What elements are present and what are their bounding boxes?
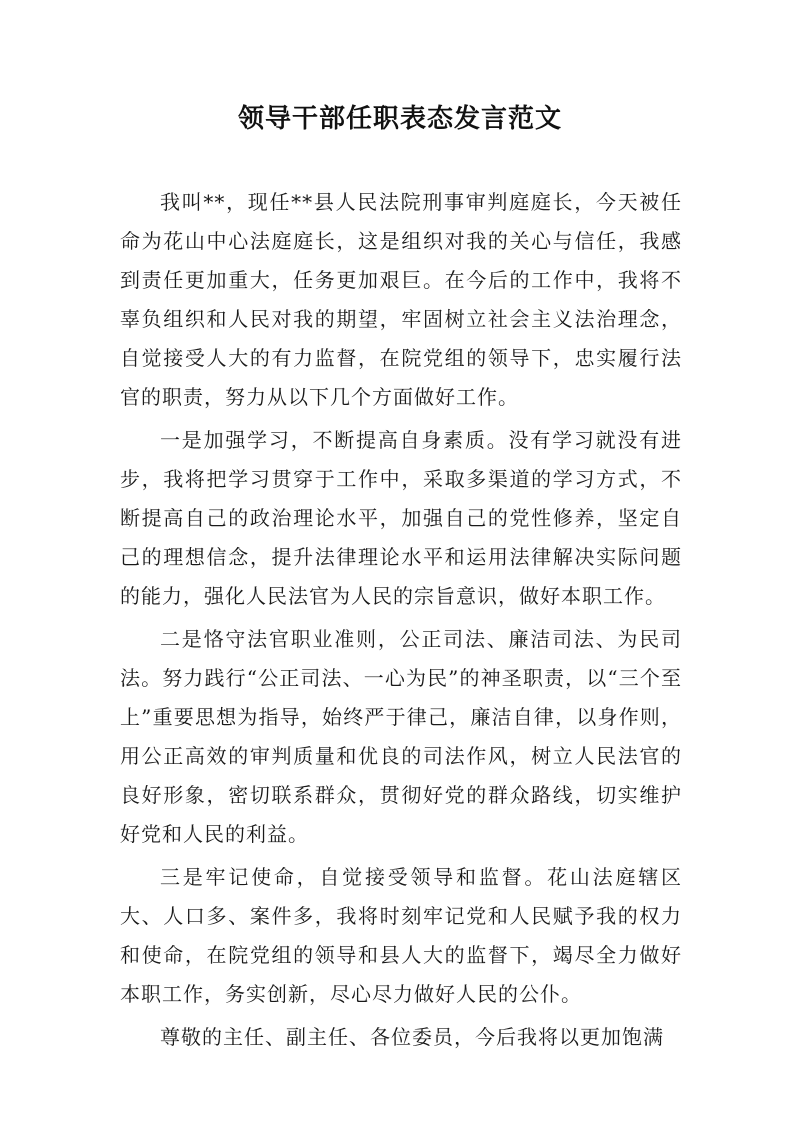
document-title: 领导干部任职表态发言范文 [237, 104, 562, 134]
paragraph-intro: 我叫**，现任**县人民法院刑事审判庭庭长，今天被任命为花山中心法庭庭长，这是组织对我的关心与信任，我感到责任更加重大，任务更加艰巨。在今后的工作中，我将不辜负组织和人民对我的期望，牢固树立社会主义法治理念，自觉接受人大的有力监督，在院党组的领导下，忠实履行法官的职责，努力从以下几个方面做好工作。 [120, 190, 682, 409]
paragraph-point-one: 一是加强学习，不断提高自身素质。没有学习就没有进步，我将把学习贯穿于工作中，采取多渠道的学习方式，不断提高自己的政治理论水平，加强自己的党性修养，坚定自己的理想信念，提升法律理论水平和运用法律解决实际问题的能力，强化人民法官为人民的宗旨意识，做好本职工作。 [120, 428, 682, 608]
paragraph-point-two: 二是恪守法官职业准则，公正司法、廉洁司法、为民司法。努力践行“公正司法、一心为民”的神圣职责，以“三个至上”重要思想为指导，始终严于律己，廉洁自律，以身作则，用公正高效的审判质量和优良的司法作风，树立人民法官的良好形象，密切联系群众，贯彻好党的群众路线，切实维护好党和人民的利益。 [120, 627, 682, 846]
paragraph-closing: 尊敬的主任、副主任、各位委员，今后我将以更加饱满 [160, 1025, 664, 1049]
document-body [120, 183, 682, 1061]
paragraph-point-three: 三是牢记使命，自觉接受领导和监督。花山法庭辖区大、人口多、案件多，我将时刻牢记党和人民赋予我的权力和使命，在院党组的领导和县人大的监督下，竭尽全力做好本职工作，务实创新，尽心尽力做好人民的公仆。 [120, 865, 682, 1006]
